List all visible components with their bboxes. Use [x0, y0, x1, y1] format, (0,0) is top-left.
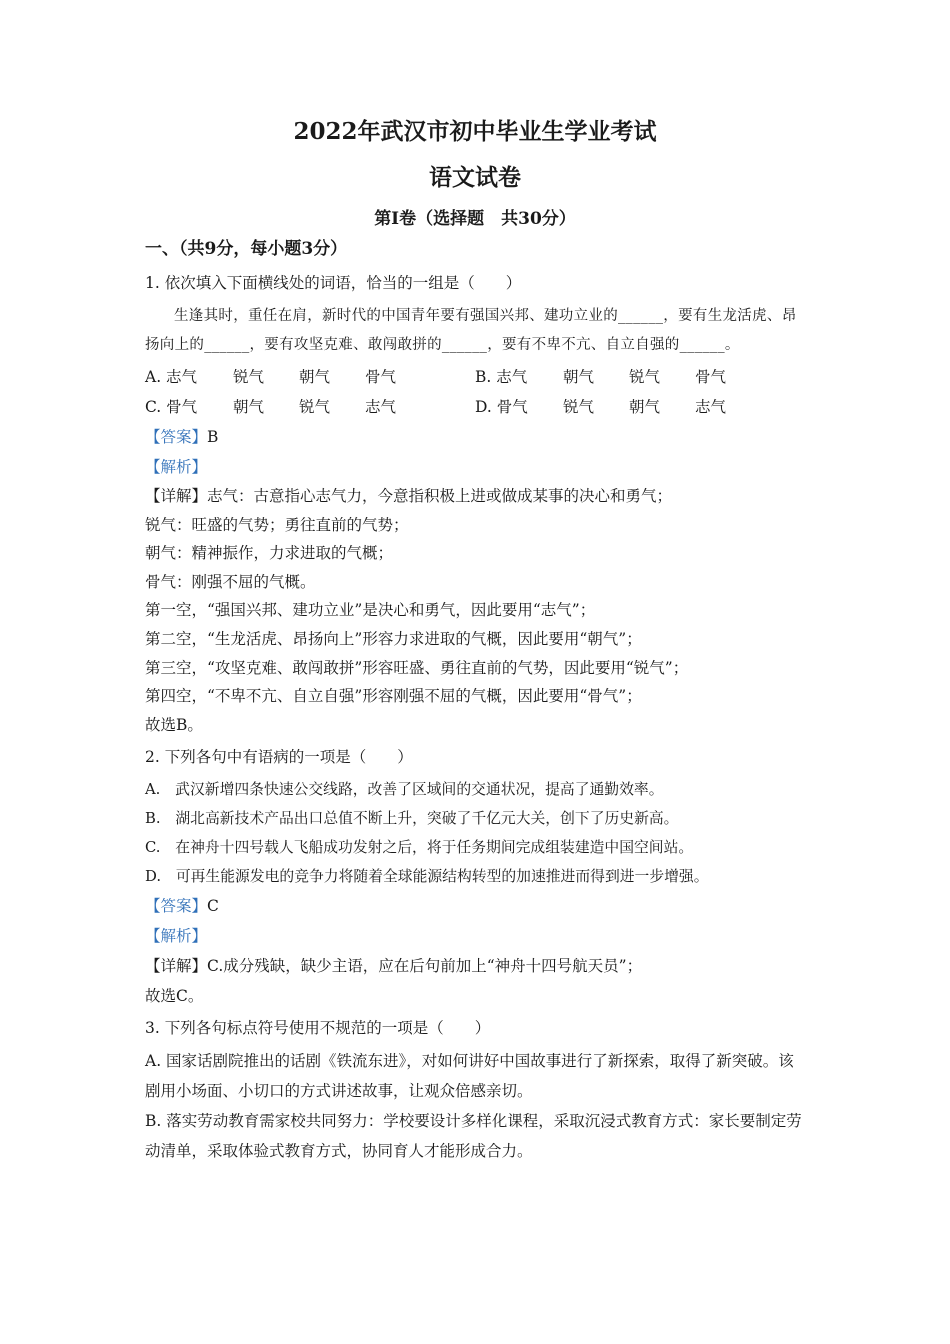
- question-2-stem: 2. 下列各句中有语病的一项是（ ）: [145, 748, 413, 767]
- detail-line: 故选B。: [145, 715, 203, 734]
- question-2-option-a: A. 武汉新增四条快速公交线路，改善了区域间的交通状况，提高了通勤效率。: [145, 781, 664, 799]
- detail-line: 朝气：精神振作，力求进取的气概；: [145, 544, 394, 563]
- detail-line: 锐气：旺盛的气势；勇往直前的气势；: [145, 515, 409, 534]
- question-1-detail: 【详解】志气：古意指心志气力，今意指积极上进或做成某事的决心和勇气；: [145, 487, 673, 505]
- section-heading: 一、（共9分，每小题3分）: [145, 239, 348, 259]
- option-a: A. 志气 锐气 朝气 骨气: [145, 368, 397, 386]
- option-d: D. 骨气 锐气 朝气 志气: [475, 398, 727, 416]
- question-1-passage: 生逢其时，重任在肩，新时代的中国青年要有强国兴邦、建功立业的______，要有生龙活虎、昂扬向上的______，要有攻坚克难、敢闯敢拼的______，要有不卑不亢、自立自强的______。: [145, 308, 797, 353]
- detail-line: 第一空，“强国兴邦、建功立业”是决心和勇气，因此要用“志气”；: [145, 601, 596, 620]
- question-3-option-a: A. 国家话剧院推出的话剧《铁流东进》，对如何讲好中国故事进行了新探索，取得了新突破。该剧用小场面、小切口的方式讲述故事，让观众倍感亲切。: [145, 1052, 794, 1101]
- question-2-detail: 【详解】C.成分残缺，缺少主语，应在后句前加上“神舟十四号航天员”；: [145, 957, 643, 976]
- option-b: B. 志气 朝气 锐气 骨气: [475, 368, 727, 386]
- question-1-stem: 1. 依次填入下面横线处的词语，恰当的一组是（ ）: [145, 274, 522, 292]
- question-2-conclusion: 故选C。: [145, 987, 204, 1006]
- question-2-option-d: D. 可再生能源发电的竞争力将随着全球能源结构转型的加速推进而得到进一步增强。: [145, 868, 709, 886]
- part-title: 第Ⅰ卷（选择题 共30分）: [374, 209, 576, 229]
- option-c: C. 骨气 朝气 锐气 志气: [145, 398, 397, 416]
- question-2-option-c: C. 在神舟十四号载人飞船成功发射之后，将于任务期间完成组装建造中国空间站。: [145, 839, 694, 857]
- exam-title: 2022年武汉市初中毕业生学业考试: [293, 118, 657, 145]
- detail-line: 骨气：刚强不屈的气概。: [145, 572, 316, 591]
- question-1-answer: 【答案】B: [145, 428, 219, 446]
- question-2-option-b: B. 湖北高新技术产品出口总值不断上升，突破了千亿元大关，创下了历史新高。: [145, 810, 679, 828]
- detail-line: 第四空，“不卑不亢、自立自强”形容刚强不屈的气概，因此要用“骨气”；: [145, 687, 642, 706]
- question-2-analysis-tag: 【解析】: [145, 927, 208, 946]
- question-1-options: [145, 362, 805, 422]
- question-3-stem: 3. 下列各句标点符号使用不规范的一项是（ ）: [145, 1019, 491, 1038]
- page-content: [145, 112, 805, 1166]
- exam-subtitle: 语文试卷: [429, 164, 521, 191]
- question-1-analysis-tag: 【解析】: [145, 458, 208, 476]
- detail-line: 第二空，“生龙活虎、昂扬向上”形容力求进取的气概，因此要用“朝气”；: [145, 629, 642, 648]
- detail-line: 第三空，“攻坚克难、敢闯敢拼”形容旺盛、勇往直前的气势，因此要用“锐气”；: [145, 658, 689, 677]
- question-2-answer: 【答案】C: [145, 897, 219, 916]
- question-3-option-b: B. 落实劳动教育需家校共同努力：学校要设计多样化课程，采取沉浸式教育方式：家长要制定劳动清单，采取体验式教育方式，协同育人才能形成合力。: [145, 1112, 802, 1161]
